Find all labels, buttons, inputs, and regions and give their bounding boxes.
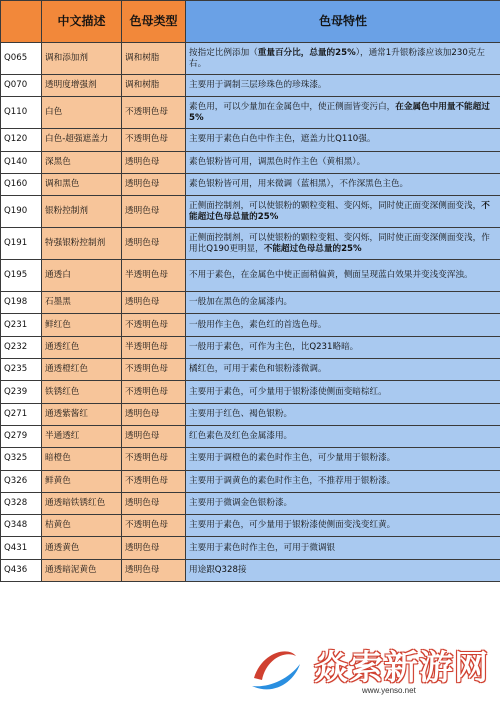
- row-code: Q110: [1, 97, 42, 129]
- table-row: [1, 97, 500, 129]
- property-text: 一般用作主色，素色红的首选色母。: [189, 319, 327, 330]
- row-color-properties: [186, 448, 500, 470]
- property-text: ），通常1升银粉漆应该加230克左右。: [189, 47, 485, 69]
- row-chinese-description: 特强银粉控制剂: [42, 228, 122, 260]
- property-text: 主要用于红色、褐色银粉。: [189, 408, 293, 419]
- row-color-properties: [186, 228, 500, 260]
- row-chinese-description: 深黑色: [42, 151, 122, 173]
- property-text: 主要用于素色，可少量用于银粉漆使侧面变暗棕红。: [189, 386, 387, 397]
- table-header-row: [1, 1, 500, 43]
- row-color-properties: [186, 129, 500, 151]
- row-chinese-description: 铁锈红色: [42, 381, 122, 403]
- emphasis-text: 不能超过色母总量的25%: [263, 243, 362, 254]
- property-text: 素色用，可以少量加在金属色中，使正侧面皆变污白，: [189, 101, 396, 112]
- row-code: Q431: [1, 537, 42, 559]
- table-row: [1, 425, 500, 447]
- row-color-properties: [186, 43, 500, 75]
- row-color-type: 不透明色母: [122, 515, 186, 537]
- row-color-type: 不透明色母: [122, 381, 186, 403]
- row-color-properties: [186, 403, 500, 425]
- table-row: [1, 336, 500, 358]
- row-code: Q239: [1, 381, 42, 403]
- table-row: [1, 559, 500, 581]
- property-text: 主要用于微调金色银粉漆。: [189, 498, 293, 508]
- property-text: 橘红色，可用于素色和银粉漆微调。: [189, 364, 327, 375]
- row-color-type: 不透明色母: [122, 470, 186, 492]
- row-color-type: 透明色母: [122, 173, 186, 195]
- property-text: 用途跟Q328接: [189, 564, 247, 575]
- row-color-type: 透明色母: [122, 559, 186, 581]
- row-chinese-description: 通透黄色: [42, 537, 122, 559]
- row-color-properties: [186, 173, 500, 195]
- property-text: 正侧面控制剂，可以使银粉的颗粒变粗、变闪烁，同时使正面变深侧面变浅，: [189, 200, 482, 211]
- row-chinese-description: 白色: [42, 97, 122, 129]
- row-chinese-description: 通透暗泥黄色: [42, 559, 122, 581]
- row-color-properties: [186, 75, 500, 97]
- row-color-properties: [186, 336, 500, 358]
- emphasis-text: 重量百分比，总量的25%: [257, 47, 356, 58]
- row-chinese-description: 透明度增强剂: [42, 75, 122, 97]
- row-code: Q195: [1, 260, 42, 292]
- row-color-type: 透明色母: [122, 425, 186, 447]
- table-row: [1, 173, 500, 195]
- table-row: [1, 448, 500, 470]
- property-text: 主要用于素色，可少量用于银粉漆使侧面变浅变红黄。: [189, 520, 396, 531]
- row-color-properties: [186, 470, 500, 492]
- row-color-type: 透明色母: [122, 537, 186, 559]
- row-code: Q231: [1, 314, 42, 336]
- row-code: Q348: [1, 515, 42, 537]
- row-color-properties: [186, 359, 500, 381]
- row-chinese-description: 通透暗铁锈红色: [42, 492, 122, 514]
- row-color-properties: [186, 97, 500, 129]
- row-color-type: 透明色母: [122, 151, 186, 173]
- table-row: [1, 75, 500, 97]
- row-color-type: 不透明色母: [122, 129, 186, 151]
- property-text: 一般加在黑色的金属漆内。: [189, 297, 293, 308]
- property-text: 主要用于调黄色的素色时作主色，不推荐用于银粉漆。: [189, 475, 396, 486]
- row-color-properties: [186, 492, 500, 514]
- table-row: [1, 359, 500, 381]
- row-code: Q235: [1, 359, 42, 381]
- row-color-properties: [186, 515, 500, 537]
- property-text: 主要用于调橙色的素色时作主色，可少量用于银粉漆。: [189, 453, 396, 464]
- row-chinese-description: 通透白: [42, 260, 122, 292]
- row-code: Q436: [1, 559, 42, 581]
- row-color-properties: [186, 381, 500, 403]
- emphasis-text: 不能超过色母总量的25%: [189, 200, 490, 222]
- header-color-properties: 色母特性: [186, 1, 500, 43]
- row-code: Q326: [1, 470, 42, 492]
- row-code: Q328: [1, 492, 42, 514]
- header-chinese-description: 中文描述: [42, 1, 122, 43]
- row-color-type: 不透明色母: [122, 448, 186, 470]
- row-color-type: 透明色母: [122, 228, 186, 260]
- row-color-properties: [186, 537, 500, 559]
- row-code: Q325: [1, 448, 42, 470]
- row-chinese-description: 银粉控制剂: [42, 196, 122, 228]
- table-row: [1, 403, 500, 425]
- row-chinese-description: 通透橙红色: [42, 359, 122, 381]
- row-color-properties: [186, 151, 500, 173]
- row-color-type: 调和树脂: [122, 75, 186, 97]
- property-text: 主要用于素色白色中作主色，遮盖力比Q110强。: [189, 134, 376, 145]
- row-color-type: 不透明色母: [122, 314, 186, 336]
- row-color-type: 不透明色母: [122, 359, 186, 381]
- table-row: [1, 492, 500, 514]
- row-chinese-description: 石墨黑: [42, 292, 122, 314]
- property-text: 按指定比例添加（: [189, 47, 258, 58]
- row-code: Q198: [1, 292, 42, 314]
- row-chinese-description: 白色-超强遮盖力: [42, 129, 122, 151]
- swoosh-logo-icon: [244, 638, 306, 700]
- row-color-type: 调和树脂: [122, 43, 186, 75]
- table-row: [1, 196, 500, 228]
- row-color-properties: [186, 559, 500, 581]
- row-color-type: 透明色母: [122, 292, 186, 314]
- watermark-url: www.yenso.net: [362, 686, 416, 695]
- row-chinese-description: 半通透红: [42, 425, 122, 447]
- row-color-properties: [186, 260, 500, 292]
- table-row: [1, 381, 500, 403]
- property-text: 主要用于调制三层珍珠色的珍珠漆。: [189, 80, 327, 91]
- row-color-type: 不透明色母: [122, 97, 186, 129]
- table-row: [1, 43, 500, 75]
- row-color-properties: [186, 314, 500, 336]
- property-text: 正侧面控制剂，可以使银粉的颗粒变粗、变闪烁，同时使正面变深侧面变浅，作用比Q190更明显，: [189, 232, 490, 254]
- row-color-type: 透明色母: [122, 196, 186, 228]
- row-chinese-description: 暗橙色: [42, 448, 122, 470]
- row-code: Q279: [1, 425, 42, 447]
- table-row: [1, 515, 500, 537]
- table-row: [1, 151, 500, 173]
- row-color-type: 半透明色母: [122, 260, 186, 292]
- row-code: Q232: [1, 336, 42, 358]
- row-chinese-description: 鲜红色: [42, 314, 122, 336]
- table-row: [1, 470, 500, 492]
- property-text: 素色银粉皆可用，用来微调（蓝相黑），不作深黑色主色。: [189, 179, 409, 190]
- row-code: Q065: [1, 43, 42, 75]
- property-text: 红色素色及红色金属漆用。: [189, 431, 293, 442]
- table-row: [1, 292, 500, 314]
- property-text: 不用于素色，在金属色中使正面稍偏黄，侧面呈现蓝白效果并变浅变浑浊。: [189, 270, 473, 281]
- table-body: [1, 43, 500, 582]
- row-chinese-description: 通透紫酱红: [42, 403, 122, 425]
- property-text: 素色银粉皆可用，调黑色时作主色（黄相黑）。: [189, 156, 366, 167]
- property-text: 一般用于素色，可作为主色，比Q231略暗。: [189, 341, 359, 352]
- row-color-type: 透明色母: [122, 403, 186, 425]
- watermark: [244, 636, 494, 698]
- watermark-text: 焱索新游网: [314, 648, 489, 688]
- row-chinese-description: 通透红色: [42, 336, 122, 358]
- row-code: Q070: [1, 75, 42, 97]
- header-color-type: 色母类型: [122, 1, 186, 43]
- row-code: Q140: [1, 151, 42, 173]
- table-row: [1, 260, 500, 292]
- row-color-type: 半透明色母: [122, 336, 186, 358]
- table-row: [1, 537, 500, 559]
- row-code: Q271: [1, 403, 42, 425]
- row-chinese-description: 桔黄色: [42, 515, 122, 537]
- property-text: 主要用于素色时作主色，可用于微调银: [189, 542, 336, 553]
- row-code: Q190: [1, 196, 42, 228]
- row-chinese-description: 鲜黄色: [42, 470, 122, 492]
- row-color-properties: [186, 292, 500, 314]
- row-chinese-description: 调和添加剂: [42, 43, 122, 75]
- row-color-properties: [186, 196, 500, 228]
- row-code: Q160: [1, 173, 42, 195]
- header-code: [1, 1, 42, 43]
- table-row: [1, 129, 500, 151]
- row-chinese-description: 调和黑色: [42, 173, 122, 195]
- row-code: Q120: [1, 129, 42, 151]
- emphasis-text: 在金属色中用量不能超过5%: [189, 101, 490, 123]
- row-code: Q191: [1, 228, 42, 260]
- row-color-properties: [186, 425, 500, 447]
- table-row: [1, 228, 500, 260]
- table-row: [1, 314, 500, 336]
- row-color-type: 透明色母: [122, 492, 186, 514]
